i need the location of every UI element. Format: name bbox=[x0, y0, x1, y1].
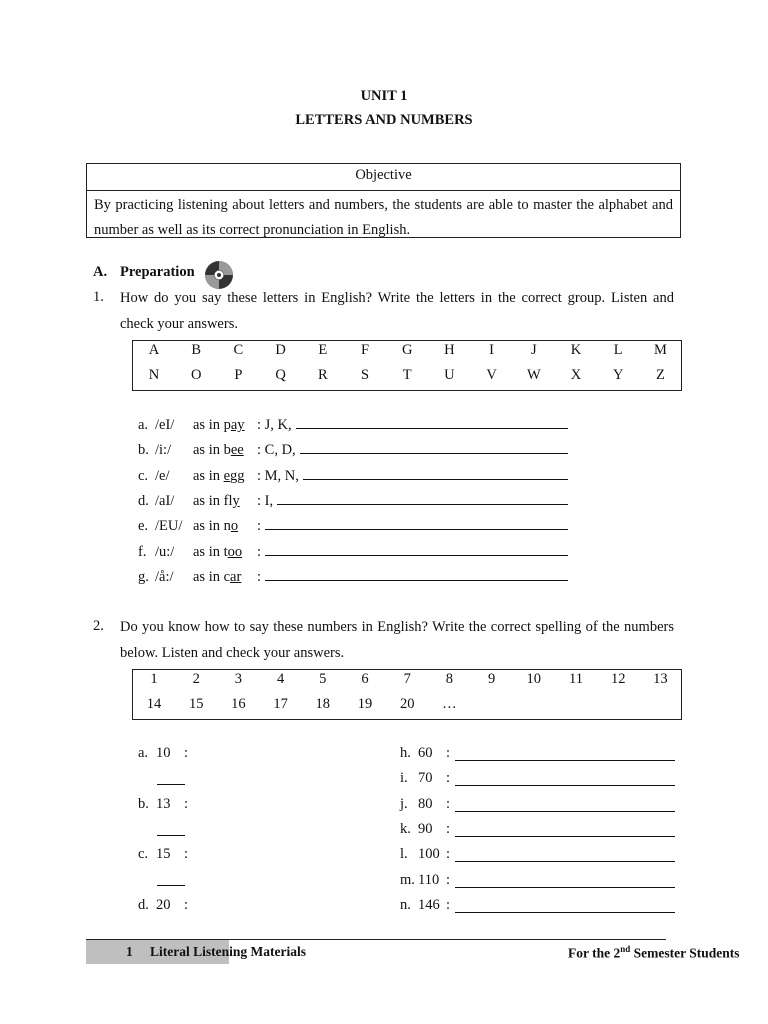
phoneme-symbol: /e/ bbox=[155, 467, 170, 484]
number-item-value: 70 bbox=[418, 770, 433, 787]
number-item-value: 60 bbox=[418, 745, 433, 761]
example-word-part: t bbox=[223, 543, 228, 560]
footer-right-text: For the 2nd Semester Students bbox=[568, 944, 740, 961]
footer-left-text: Literal Listening Materials bbox=[150, 944, 306, 959]
example-prefix: as in bbox=[193, 518, 224, 535]
number-item-value: 80 bbox=[418, 795, 433, 812]
example-word-part: fl bbox=[223, 492, 233, 509]
answer-line[interactable] bbox=[157, 835, 185, 836]
example-prefix: as in bbox=[193, 543, 224, 560]
objective-text: By practicing listening about letters and numbers, the students are able to master the alphabet and number as well as its correct pronunciation in English. bbox=[94, 197, 673, 238]
number-item-colon: : bbox=[446, 770, 451, 787]
example-prefix: as in bbox=[193, 492, 224, 509]
number-item-value: 10 bbox=[156, 745, 171, 761]
number-item-value: 110 bbox=[418, 871, 440, 888]
letter-cell: P bbox=[234, 367, 243, 383]
answer-line[interactable] bbox=[455, 811, 675, 812]
number-item-colon: : bbox=[446, 820, 451, 837]
number-cell: 8 bbox=[445, 671, 454, 687]
phoneme-item bbox=[138, 565, 568, 590]
number-item-colon: : bbox=[184, 896, 189, 913]
phoneme-item bbox=[138, 540, 568, 565]
letter-cell: A bbox=[148, 342, 160, 358]
q1-text: How do you say these letters in English? Write the letters in the correct group. Listen and check your answers. bbox=[120, 290, 674, 332]
q2-text: Do you know how to say these numbers in English? Write the correct spelling of the numbers below. Listen and check your answers. bbox=[120, 619, 674, 661]
example-word-part: c bbox=[223, 568, 231, 585]
letter-cell: S bbox=[360, 367, 370, 383]
number-item-value: 100 bbox=[418, 846, 440, 863]
phoneme-label: a. bbox=[138, 417, 149, 433]
example-prefix: as in bbox=[193, 467, 224, 484]
answer-line[interactable] bbox=[455, 836, 675, 837]
letter-cell: K bbox=[570, 342, 582, 358]
example-word-underlined: y bbox=[232, 492, 240, 509]
letter-cell: F bbox=[360, 342, 370, 358]
letter-cell: X bbox=[570, 367, 582, 383]
objective-heading: Objective bbox=[87, 164, 680, 191]
letter-cell: G bbox=[401, 342, 413, 358]
letter-cell: D bbox=[275, 342, 286, 358]
phoneme-symbol: /EU/ bbox=[155, 518, 183, 535]
number-cell: 17 bbox=[273, 696, 288, 712]
answer-line[interactable] bbox=[265, 566, 568, 581]
number-item-colon: : bbox=[184, 745, 189, 761]
answer-line[interactable] bbox=[296, 414, 568, 429]
letter-cell: I bbox=[489, 342, 495, 358]
number-item-value: 15 bbox=[156, 846, 171, 862]
answer-line[interactable] bbox=[455, 887, 675, 888]
example-word bbox=[193, 540, 257, 565]
example-word bbox=[193, 565, 257, 590]
answer-prefix: : I, bbox=[257, 492, 274, 509]
number-item-label: a. bbox=[138, 745, 149, 761]
unit-label: UNIT 1 bbox=[360, 88, 408, 104]
number-item-label: c. bbox=[138, 846, 149, 862]
letter-cell: H bbox=[444, 342, 455, 358]
number-cell: 7 bbox=[403, 671, 411, 687]
answer-line[interactable] bbox=[265, 541, 568, 556]
answer-prefix: : M, N, bbox=[257, 467, 299, 484]
number-item-label: i. bbox=[400, 770, 408, 787]
objective-box bbox=[86, 163, 681, 238]
number-item bbox=[138, 846, 188, 863]
page-title: LETTERS AND NUMBERS bbox=[295, 112, 473, 128]
example-word-underlined: e bbox=[223, 467, 231, 484]
answer-prefix: : bbox=[257, 518, 262, 535]
letters-grid bbox=[132, 340, 682, 391]
number-item-value: 146 bbox=[418, 896, 440, 913]
number-cell: 2 bbox=[192, 671, 200, 687]
letter-cell: R bbox=[317, 367, 328, 383]
example-word-underlined: ar bbox=[230, 568, 242, 585]
phoneme-item bbox=[138, 489, 568, 514]
number-item bbox=[400, 821, 450, 838]
number-item-colon: : bbox=[446, 871, 451, 888]
answer-line[interactable] bbox=[455, 861, 675, 862]
letter-cell: C bbox=[233, 342, 244, 358]
number-item bbox=[400, 897, 450, 914]
number-item-label: k. bbox=[400, 820, 411, 837]
number-item-label: d. bbox=[138, 896, 149, 913]
number-item bbox=[400, 770, 450, 787]
letter-cell: O bbox=[190, 367, 202, 383]
number-item bbox=[400, 872, 450, 889]
number-item bbox=[400, 745, 450, 762]
letter-cell: Q bbox=[275, 367, 286, 383]
example-word-part: n bbox=[223, 518, 231, 535]
number-cell: 3 bbox=[234, 671, 243, 687]
number-item bbox=[400, 846, 450, 863]
number-item-colon: : bbox=[446, 795, 451, 812]
number-cell: 15 bbox=[188, 696, 204, 712]
number-item-colon: : bbox=[446, 846, 451, 863]
letter-cell: T bbox=[402, 367, 412, 383]
example-word-underlined: o bbox=[230, 518, 239, 535]
phoneme-label: g. bbox=[138, 568, 149, 585]
example-word bbox=[193, 413, 257, 438]
footer-page-number: 1 bbox=[126, 944, 133, 959]
phoneme-symbol: /aI/ bbox=[155, 492, 175, 509]
example-word-part: b bbox=[223, 442, 231, 459]
answer-prefix: : J, K, bbox=[257, 417, 292, 433]
number-cell: 18 bbox=[315, 696, 331, 712]
number-item-label: j. bbox=[400, 795, 408, 812]
example-word bbox=[193, 489, 257, 514]
phoneme-item bbox=[138, 413, 568, 438]
number-item-colon: : bbox=[446, 896, 451, 913]
answer-line[interactable] bbox=[303, 465, 568, 480]
answer-prefix: : C, D, bbox=[257, 442, 296, 459]
phoneme-label: c. bbox=[138, 467, 149, 484]
number-item bbox=[138, 796, 188, 813]
phoneme-symbol: /i:/ bbox=[155, 442, 172, 459]
answer-line[interactable] bbox=[265, 515, 568, 530]
number-cell: 20 bbox=[399, 696, 415, 712]
letter-cell: V bbox=[486, 367, 497, 383]
example-prefix: as in bbox=[193, 417, 224, 433]
number-cell: 14 bbox=[146, 696, 162, 712]
number-cell: 1 bbox=[150, 671, 158, 687]
answer-line[interactable] bbox=[277, 490, 568, 505]
letter-cell: N bbox=[148, 367, 160, 383]
number-item-colon: : bbox=[446, 745, 451, 761]
phoneme-symbol: /u:/ bbox=[155, 543, 175, 560]
letter-cell: M bbox=[653, 342, 667, 358]
letter-cell: L bbox=[613, 342, 623, 358]
answer-prefix: : bbox=[257, 568, 262, 585]
letter-cell: J bbox=[530, 342, 537, 358]
section-a-label: A. bbox=[93, 264, 108, 280]
example-word bbox=[193, 464, 257, 489]
number-item-label: h. bbox=[400, 745, 411, 761]
example-word bbox=[193, 438, 257, 463]
letter-cell: B bbox=[191, 342, 202, 358]
section-a-title: Preparation bbox=[120, 264, 195, 280]
phoneme-label: d. bbox=[138, 492, 149, 509]
answer-line[interactable] bbox=[455, 912, 675, 913]
example-word-underlined: oo bbox=[227, 543, 243, 560]
answer-line[interactable] bbox=[300, 439, 568, 454]
number-cell: 19 bbox=[357, 696, 373, 712]
example-word-part: gg bbox=[230, 467, 245, 484]
letter-cell: E bbox=[318, 342, 328, 358]
number-item-label: n. bbox=[400, 896, 411, 913]
phoneme-item bbox=[138, 464, 568, 489]
example-prefix: as in bbox=[193, 568, 224, 585]
numbers-grid bbox=[132, 669, 682, 720]
number-cell: 13 bbox=[653, 671, 668, 687]
number-item-label: l. bbox=[400, 846, 408, 863]
number-cell: 9 bbox=[487, 671, 496, 687]
number-cell: 4 bbox=[276, 671, 285, 687]
number-item-colon: : bbox=[184, 795, 189, 812]
number-cell: 16 bbox=[231, 696, 246, 712]
number-item bbox=[138, 745, 188, 762]
example-word bbox=[193, 514, 257, 539]
phoneme-label: b. bbox=[138, 442, 149, 459]
number-cell: 5 bbox=[319, 671, 327, 687]
number-item-value: 13 bbox=[156, 795, 171, 812]
number-item-label: m. bbox=[400, 871, 415, 888]
q1-number: 1. bbox=[93, 289, 104, 305]
number-cell: … bbox=[442, 696, 457, 712]
answer-prefix: : bbox=[257, 543, 262, 560]
phoneme-label: f. bbox=[138, 543, 147, 560]
letter-cell: Z bbox=[655, 367, 665, 383]
number-item-colon: : bbox=[184, 846, 189, 862]
example-prefix: as in bbox=[193, 442, 224, 459]
number-cell: 12 bbox=[610, 671, 626, 687]
example-word-part: p bbox=[223, 417, 231, 433]
number-item-label: b. bbox=[138, 795, 149, 812]
phoneme-label: e. bbox=[138, 518, 149, 535]
answer-line[interactable] bbox=[157, 784, 185, 785]
phoneme-item bbox=[138, 514, 568, 539]
answer-line[interactable] bbox=[455, 760, 675, 761]
number-cell: 6 bbox=[361, 671, 369, 687]
phoneme-symbol: /eI/ bbox=[155, 417, 175, 433]
number-item bbox=[138, 897, 188, 914]
q2-number: 2. bbox=[93, 618, 104, 634]
phoneme-item bbox=[138, 438, 568, 463]
number-item bbox=[400, 796, 450, 813]
phoneme-symbol: /å:/ bbox=[155, 568, 174, 585]
number-item-value: 20 bbox=[156, 896, 171, 913]
letter-cell: W bbox=[526, 367, 541, 383]
letter-cell: U bbox=[444, 367, 455, 383]
answer-line[interactable] bbox=[157, 885, 185, 886]
number-cell: 11 bbox=[569, 671, 583, 687]
letter-cell: Y bbox=[612, 367, 624, 383]
example-word-underlined: ay bbox=[230, 417, 245, 433]
example-word-underlined: ee bbox=[230, 442, 244, 459]
number-item-value: 90 bbox=[418, 820, 433, 837]
number-cell: 10 bbox=[526, 671, 542, 687]
answer-line[interactable] bbox=[455, 785, 675, 786]
